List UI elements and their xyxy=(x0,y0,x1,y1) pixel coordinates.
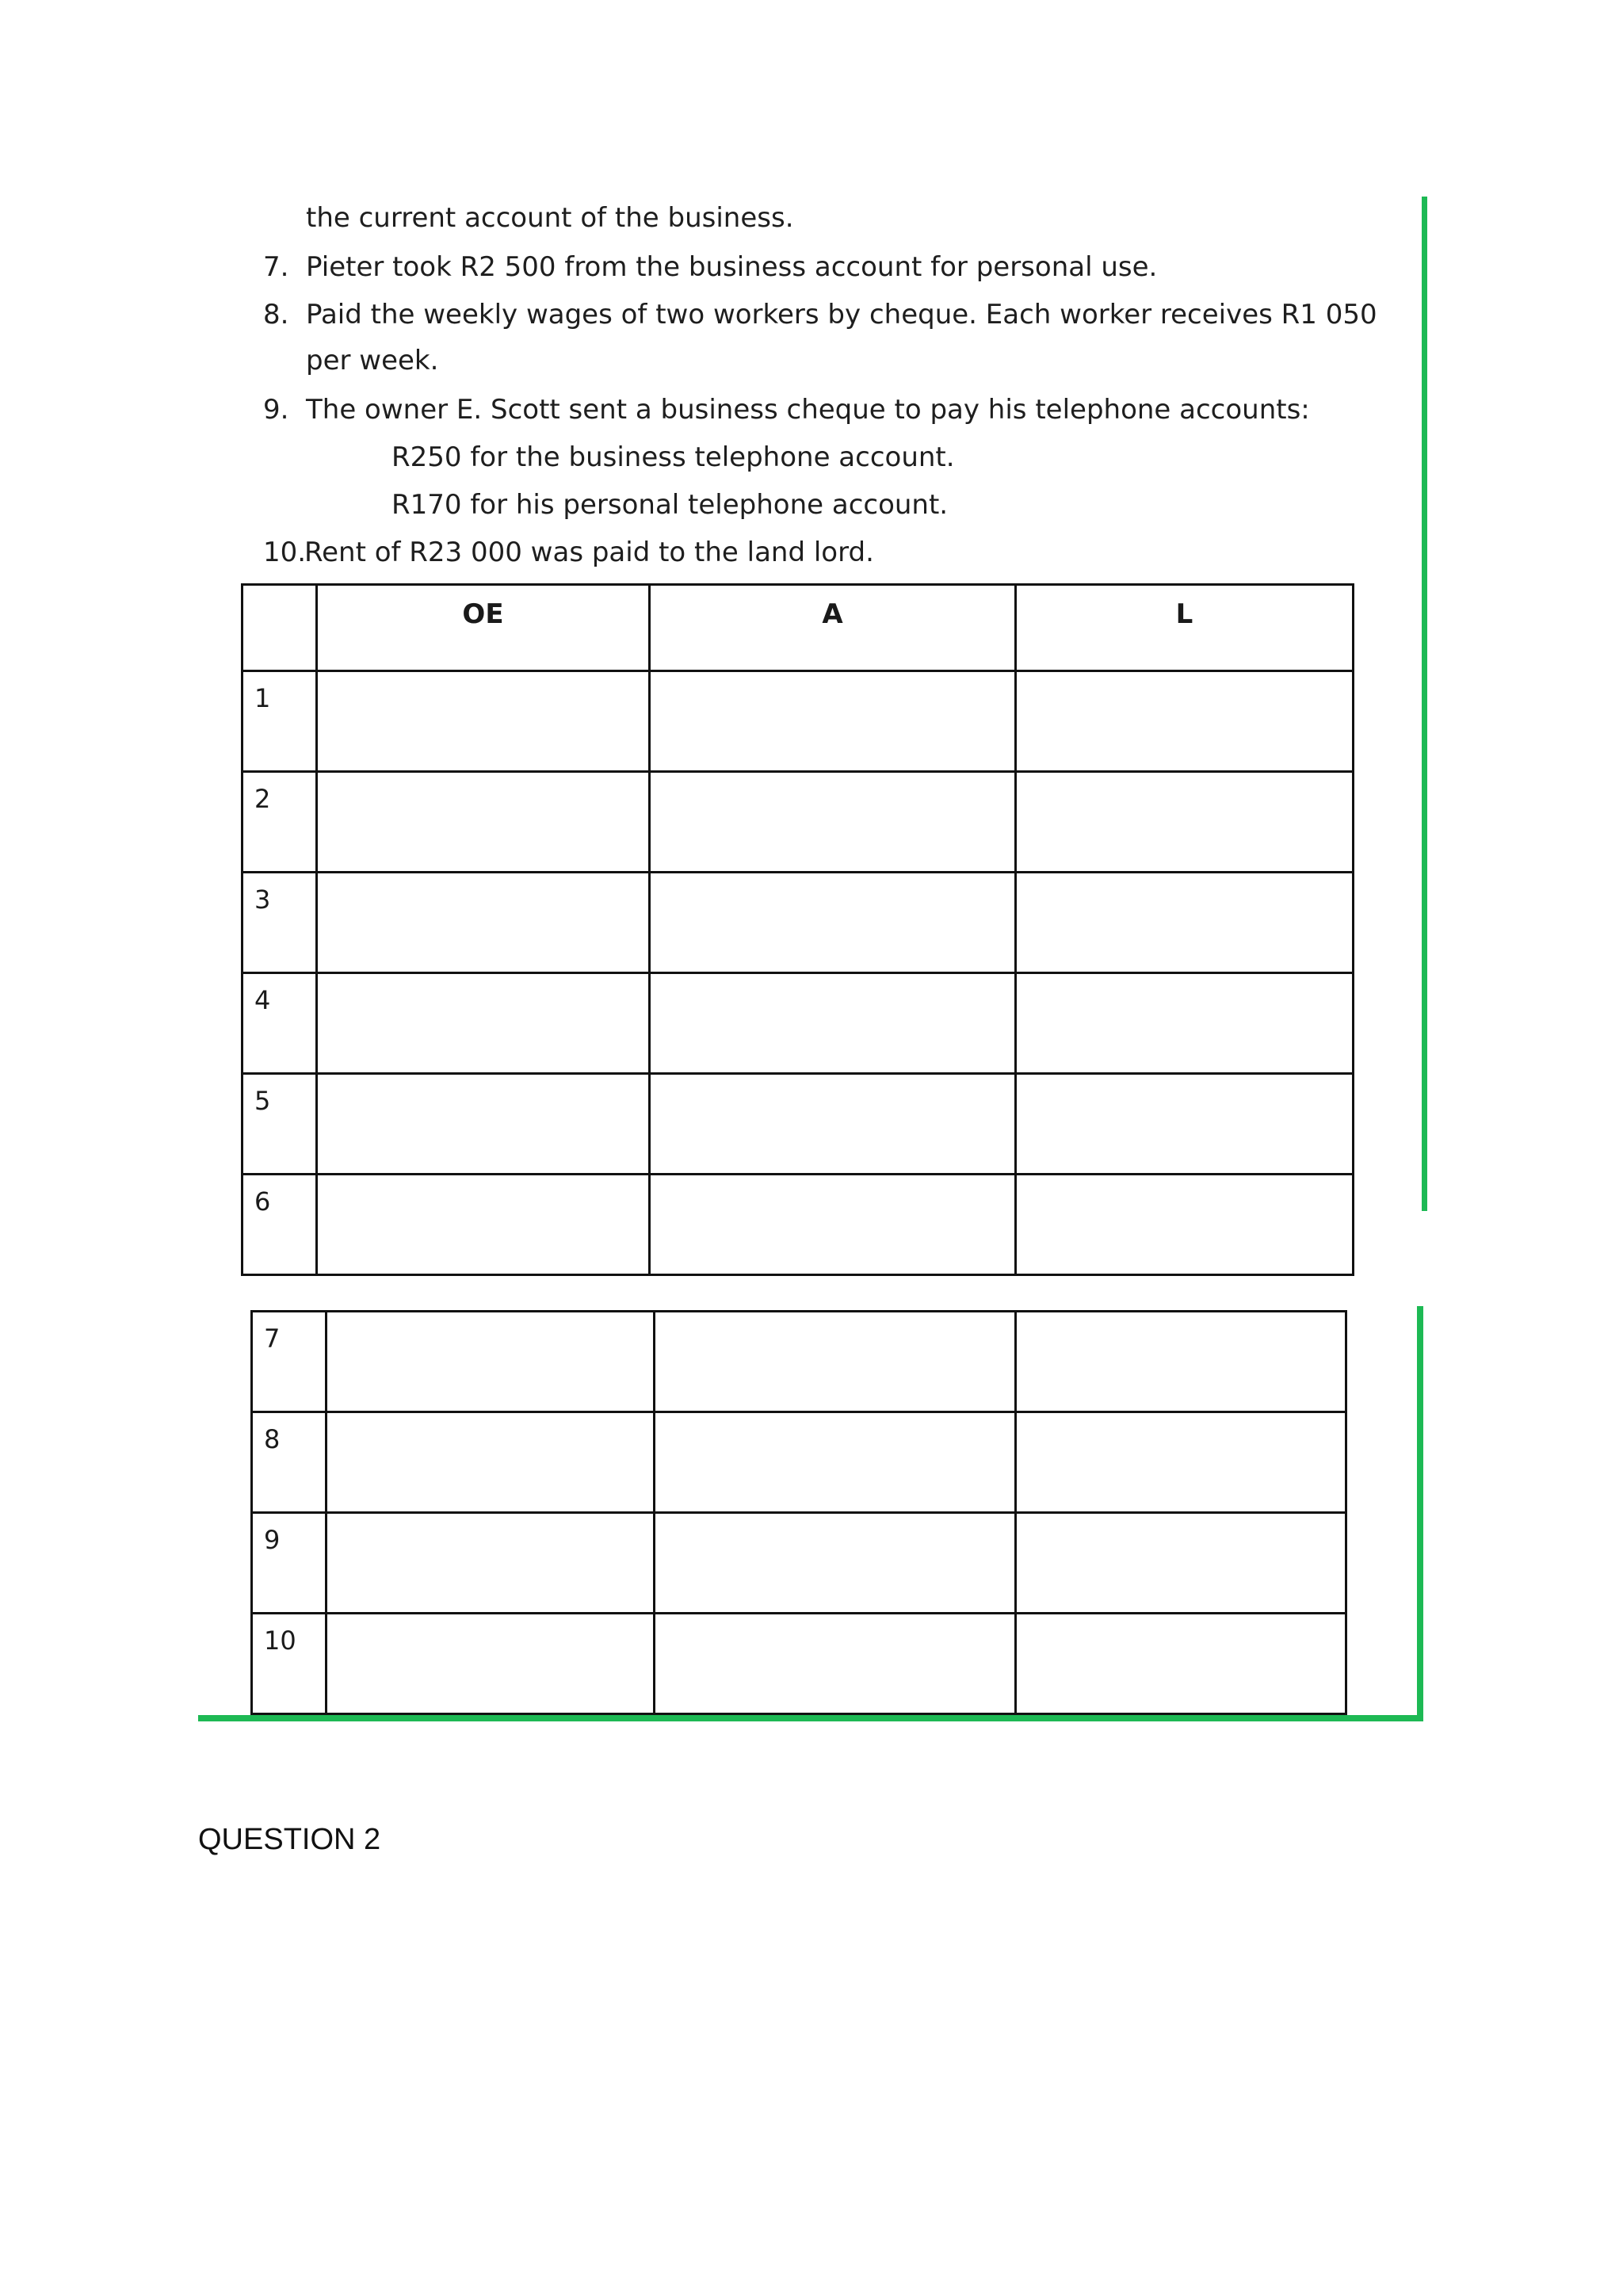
header-oe: OE xyxy=(317,585,650,671)
item-9-subline-1: R250 for the business telephone account. xyxy=(391,441,955,473)
row-number: 9 xyxy=(252,1513,327,1614)
item-number-10: 10. xyxy=(263,537,307,568)
l-cell[interactable] xyxy=(1016,1412,1346,1513)
row-number: 2 xyxy=(242,772,317,873)
l-cell[interactable] xyxy=(1016,1175,1354,1275)
green-border-bottom xyxy=(198,1715,1423,1721)
l-cell[interactable] xyxy=(1016,873,1354,973)
a-cell[interactable] xyxy=(650,1074,1016,1175)
oe-cell[interactable] xyxy=(317,1175,650,1275)
a-cell[interactable] xyxy=(650,772,1016,873)
oe-cell[interactable] xyxy=(317,873,650,973)
l-cell[interactable] xyxy=(1016,1614,1346,1714)
a-cell[interactable] xyxy=(650,1175,1016,1275)
a-cell[interactable] xyxy=(655,1312,1016,1412)
item-number-7: 7. xyxy=(263,251,289,283)
oe-cell[interactable] xyxy=(317,671,650,772)
row-number: 4 xyxy=(242,973,317,1074)
text-line-continuation: the current account of the business. xyxy=(306,202,794,234)
item-number-8: 8. xyxy=(263,299,289,330)
row-number: 3 xyxy=(242,873,317,973)
l-cell[interactable] xyxy=(1016,1074,1354,1175)
table-row xyxy=(252,1412,1346,1513)
table-row xyxy=(252,1614,1346,1714)
a-cell[interactable] xyxy=(655,1412,1016,1513)
a-cell[interactable] xyxy=(650,973,1016,1074)
row-number: 6 xyxy=(242,1175,317,1275)
item-8-text-cont: per week. xyxy=(306,345,439,376)
item-8-text: Paid the weekly wages of two workers by cheque. Each worker receives R1 050 xyxy=(306,299,1377,330)
table-row xyxy=(252,1312,1346,1412)
l-cell[interactable] xyxy=(1016,1513,1346,1614)
row-number: 10 xyxy=(252,1614,327,1714)
l-cell[interactable] xyxy=(1016,1312,1346,1412)
row-number: 1 xyxy=(242,671,317,772)
table-row xyxy=(242,1074,1354,1175)
green-border-right-top xyxy=(1422,197,1427,1211)
answer-table-part-2 xyxy=(250,1310,1347,1715)
l-cell[interactable] xyxy=(1016,973,1354,1074)
a-cell[interactable] xyxy=(655,1513,1016,1614)
oe-cell[interactable] xyxy=(327,1513,655,1614)
table-row xyxy=(242,873,1354,973)
oe-cell[interactable] xyxy=(327,1312,655,1412)
question-heading: QUESTION 2 xyxy=(198,1823,381,1856)
table-row xyxy=(242,671,1354,772)
item-7-text: Pieter took R2 500 from the business account for personal use. xyxy=(306,251,1158,283)
header-blank xyxy=(242,585,317,671)
a-cell[interactable] xyxy=(655,1614,1016,1714)
header-l: L xyxy=(1016,585,1354,671)
a-cell[interactable] xyxy=(650,873,1016,973)
l-cell[interactable] xyxy=(1016,671,1354,772)
row-number: 7 xyxy=(252,1312,327,1412)
oe-cell[interactable] xyxy=(327,1614,655,1714)
item-9-subline-2: R170 for his personal telephone account. xyxy=(391,489,949,521)
a-cell[interactable] xyxy=(650,671,1016,772)
table-row xyxy=(242,973,1354,1074)
row-number: 5 xyxy=(242,1074,317,1175)
oe-cell[interactable] xyxy=(327,1412,655,1513)
answer-table-part-1 xyxy=(241,583,1354,1276)
item-9-text: The owner E. Scott sent a business cheque to pay his telephone accounts: xyxy=(306,394,1310,426)
table-row xyxy=(252,1513,1346,1614)
green-border-right-bottom xyxy=(1417,1306,1423,1721)
oe-cell[interactable] xyxy=(317,772,650,873)
item-number-9: 9. xyxy=(263,394,289,426)
oe-cell[interactable] xyxy=(317,973,650,1074)
table-row xyxy=(242,772,1354,873)
row-number: 8 xyxy=(252,1412,327,1513)
table-row xyxy=(242,1175,1354,1275)
item-10-text: Rent of R23 000 was paid to the land lord. xyxy=(304,537,874,568)
l-cell[interactable] xyxy=(1016,772,1354,873)
header-a: A xyxy=(650,585,1016,671)
oe-cell[interactable] xyxy=(317,1074,650,1175)
